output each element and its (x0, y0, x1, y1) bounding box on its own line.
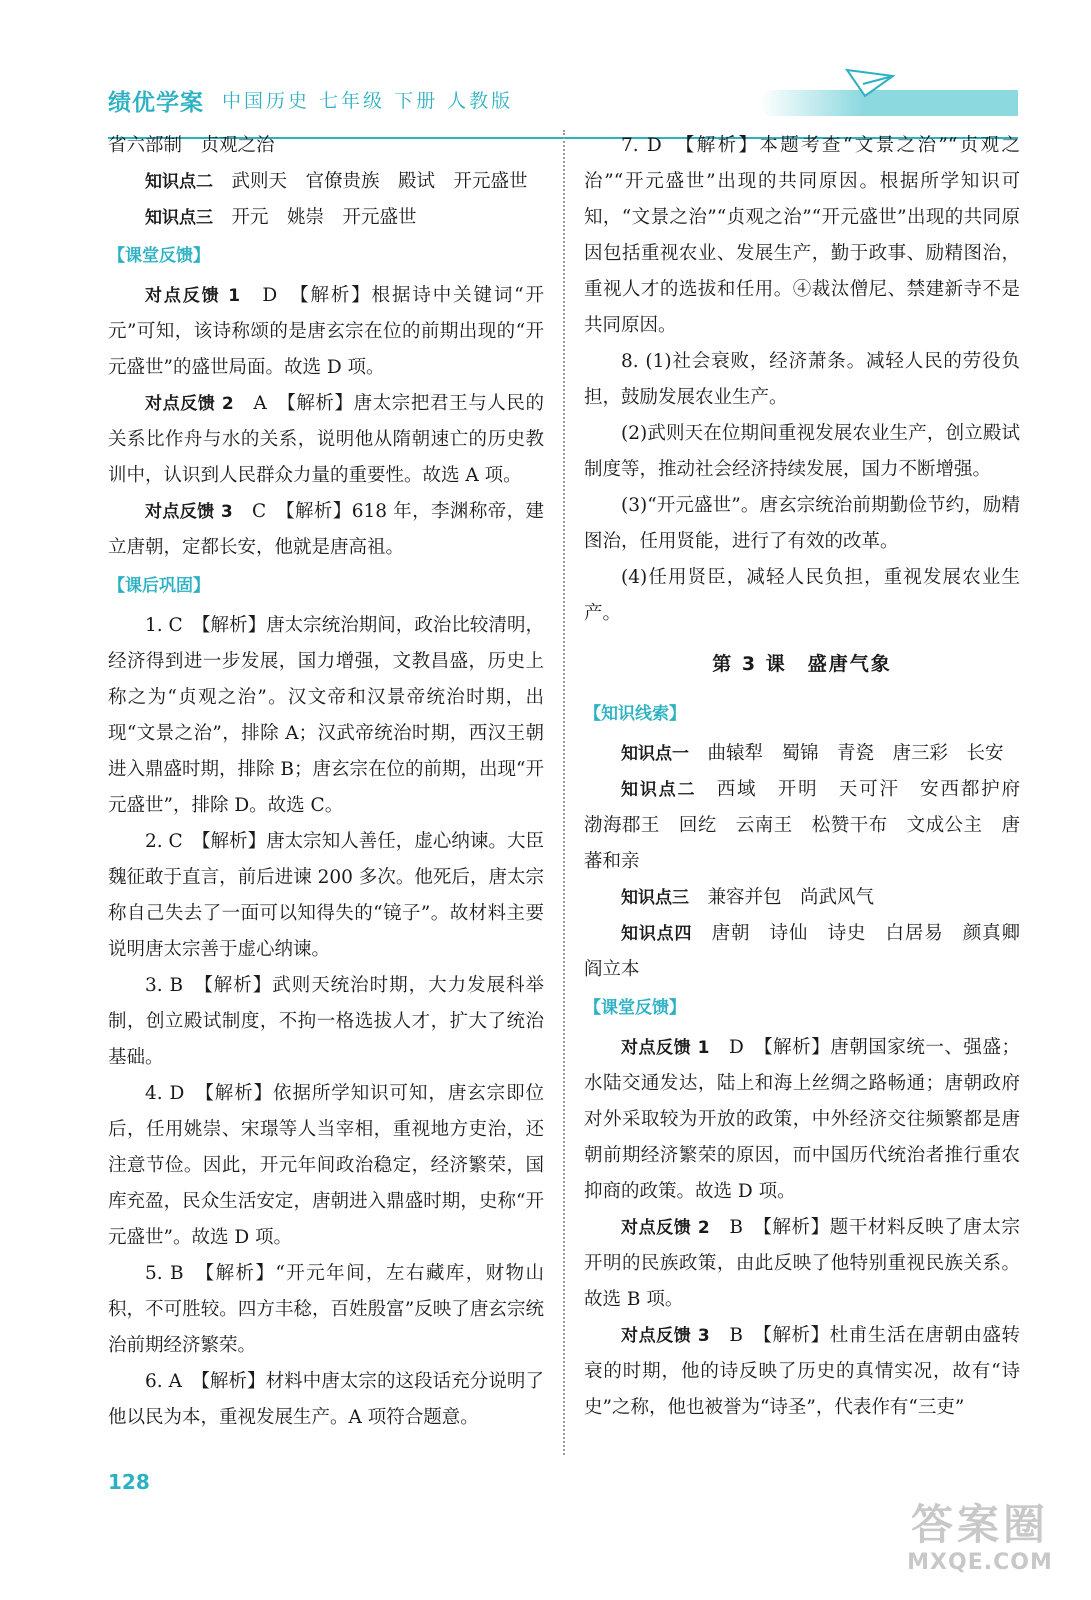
feedback-label: 对点反馈 3 (145, 502, 233, 522)
feedback-text: C 【解析】618 年，李渊称帝，建立唐朝，定都长安，他就是唐高祖。 (108, 501, 544, 558)
feedback-item (584, 1030, 1020, 1210)
kp-label: 知识点四 (621, 924, 693, 944)
feedback-item (108, 386, 544, 494)
feedback-label: 对点反馈 2 (145, 394, 234, 414)
section-heading: 【课堂反馈】 (584, 998, 686, 1018)
knowledge-point (584, 916, 1039, 988)
book-subtitle: 中国历史 七年级 下册 人教版 (222, 90, 514, 112)
section-heading: 【课堂反馈】 (108, 246, 210, 266)
feedback-text: B 【解析】杜甫生活在唐朝由盛转衰的时期，他的诗反映了历史的真情实况，故有“诗史”之称，他也被誉为“诗圣”，代表作有“三吏” (584, 1325, 1020, 1418)
answer-item: 1. C 【解析】唐太宗统治期间，政治比较清明，经济得到进一步发展，国力增强，文教昌盛，历史上称之为“贞观之治”。汉文帝和汉景帝统治时期，出现“文景之治”，排除 A；汉武帝统治时期，西汉王朝进入鼎盛时期，排除 B；唐玄宗在位的前期，出现“开元盛世”，排除 D。故选 C。 (108, 615, 544, 816)
feedback-text: D 【解析】根据诗中关键词“开元”可知，该诗称颂的是唐玄宗在位的前期出现的“开元盛世”的盛世局面。故选 D 项。 (108, 285, 545, 378)
feedback-label: 对点反馈 1 (145, 286, 241, 306)
watermark (890, 1500, 1070, 1590)
kp-label: 知识点三 (145, 208, 213, 228)
feedback-item (108, 278, 544, 386)
answer-item: 5. B 【解析】“开元年间，左右藏库，财物山积，不可胜较。四方丰稔，百姓殷富”反映了唐玄宗统治前期经济繁荣。 (108, 1263, 544, 1356)
knowledge-point (584, 772, 1039, 880)
page-number: 128 (108, 1470, 150, 1494)
column-divider (563, 130, 565, 1455)
feedback-item (584, 1210, 1020, 1318)
knowledge-point (108, 164, 544, 200)
text-line: 省六部制 贞观之治 (108, 135, 275, 156)
feedback-item (584, 1318, 1020, 1426)
feedback-label: 对点反馈 3 (621, 1326, 710, 1346)
section-heading: 【课后巩固】 (108, 576, 210, 596)
answer-item: 7. D 【解析】本题考查“文景之治”“贞观之治”“开元盛世”出现的共同原因。根据所学知识可知，“文景之治”“贞观之治”“开元盛世”出现的共同原因包括重视农业、发展生产，勤于政事、励精图治，重视人才的选拔和任用。④裁汰僧尼、禁建新寺不是共同原因。 (584, 135, 1020, 336)
brand-logo: 绩优学案 (108, 90, 204, 116)
answer-item: 8. (1)社会衰败，经济萧条。减轻人民的劳役负担，鼓励发展农业生产。 (584, 351, 1020, 408)
left-column (108, 128, 544, 1436)
knowledge-point (584, 736, 1020, 772)
knowledge-point (108, 200, 544, 236)
feedback-text: A 【解析】唐太宗把君王与人民的关系比作舟与水的关系，说明他从隋朝速亡的历史教训中，认识到人民群众力量的重要性。故选 A 项。 (108, 393, 544, 486)
kp-label: 知识点二 (621, 780, 697, 800)
section-heading: 【知识线索】 (584, 704, 686, 724)
right-column (584, 128, 1039, 1426)
kp-label: 知识点一 (621, 744, 689, 764)
answer-item: (4)任用贤臣，减轻人民负担，重视发展农业生产。 (584, 567, 1020, 624)
watermark-url: MXQE.COM (907, 1550, 1053, 1575)
kp-label: 知识点三 (621, 888, 689, 908)
kp-text: 唐朝 诗仙 诗史 白居易 颜真卿 阎立本 (584, 923, 1039, 980)
feedback-text: B 【解析】题干材料反映了唐太宗开明的民族政策，由此反映了他特别重视民族关系。故选 B 项。 (584, 1217, 1020, 1310)
kp-text: 西域 开明 天可汗 安西都护府 渤海郡王 回纥 云南王 松赞干布 文成公主 唐蕃和亲 (584, 779, 1039, 872)
feedback-label: 对点反馈 1 (621, 1038, 710, 1058)
answer-item: (2)武则天在位期间重视发展农业生产，创立殿试制度等，推动社会经济持续发展，国力不断增强。 (584, 423, 1020, 480)
answer-item: (3)“开元盛世”。唐玄宗统治前期勤俭节约，励精图治，任用贤能，进行了有效的改革。 (584, 495, 1020, 552)
feedback-text: D 【解析】唐朝国家统一、强盛；水陆交通发达，陆上和海上丝绸之路畅通；唐朝政府对外采取较为开放的政策，中外经济交往频繁都是唐朝前期经济繁荣的原因，而中国历代统治者推行重农抑商的政策。故选 D 项。 (584, 1037, 1020, 1202)
knowledge-point (584, 880, 1020, 916)
answer-item: 2. C 【解析】唐太宗知人善任，虚心纳谏。大臣魏征敢于直言，前后进谏 200 多次。他死后，唐太宗称自己失去了一面可以知得失的“镜子”。故材料主要说明唐太宗善于虚心纳谏。 (108, 831, 544, 960)
kp-text: 武则天 官僚贵族 殿试 开元盛世 (213, 171, 528, 192)
answer-item: 6. A 【解析】材料中唐太宗的这段话充分说明了他以民为本，重视发展生产。A 项符合题意。 (108, 1371, 544, 1428)
answer-item: 4. D 【解析】依据所学知识可知，唐玄宗即位后，任用姚崇、宋璟等人当宰相，重视地方吏治，还注意节俭。因此，开元年间政治稳定，经济繁荣，国库充盈，民众生活安定，唐朝进入鼎盛时期，史称“开元盛世”。故选 D 项。 (108, 1083, 544, 1248)
lesson-title: 第 3 课 盛唐气象 (712, 653, 892, 675)
kp-text: 开元 姚崇 开元盛世 (213, 207, 417, 228)
kp-text: 兼容并包 尚武风气 (689, 887, 875, 908)
watermark-title: 答案圈 (910, 1500, 1049, 1549)
answer-item: 3. B 【解析】武则天统治时期，大力发展科举制，创立殿试制度，不拘一格选拔人才，扩大了统治基础。 (108, 975, 544, 1068)
feedback-label: 对点反馈 2 (621, 1218, 710, 1238)
feedback-item (108, 494, 544, 566)
kp-text: 曲辕犁 蜀锦 青瓷 唐三彩 长安 (689, 743, 1004, 764)
kp-label: 知识点二 (145, 172, 213, 192)
paper-plane-icon (845, 66, 895, 98)
